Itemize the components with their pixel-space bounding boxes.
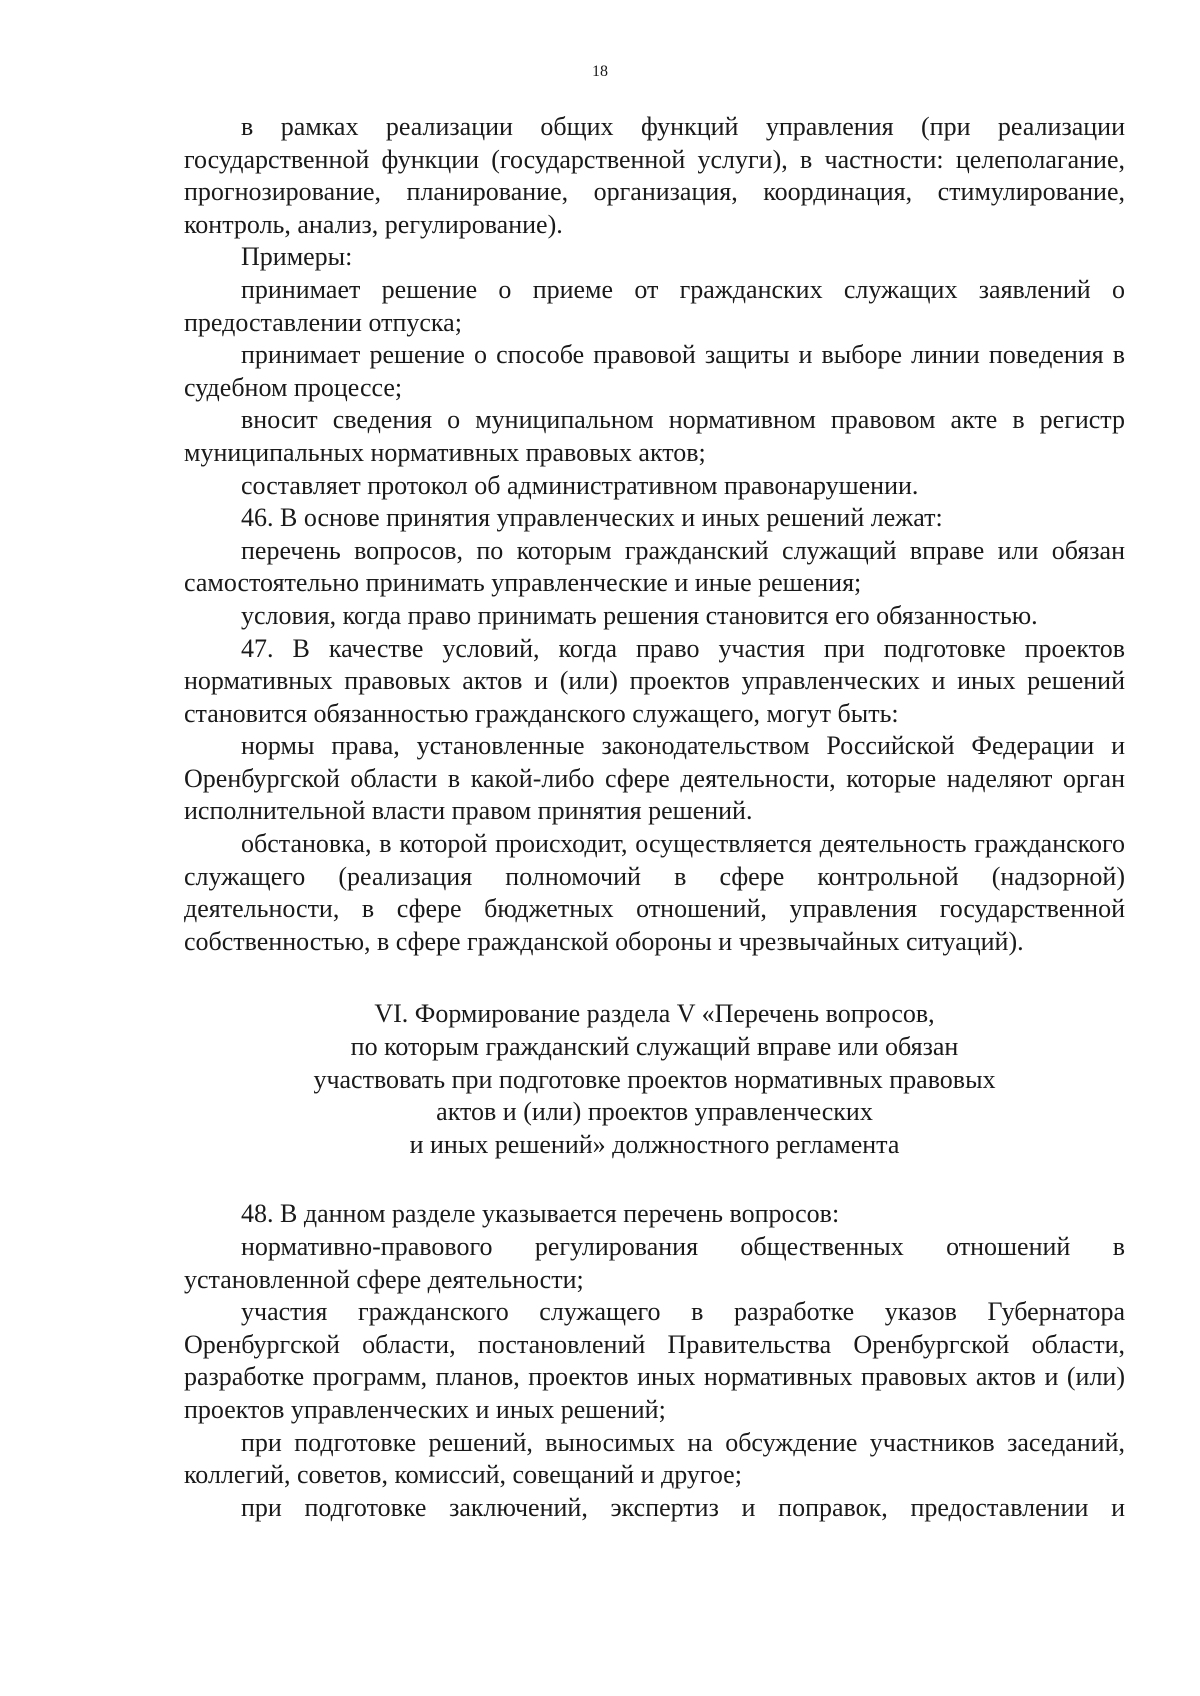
paragraph: при подготовке заключений, экспертиз и поправок, предоставлении и xyxy=(241,1492,1125,1522)
paragraph: участия гражданского служащего в разработке указов Губернатора Оренбургской области, постановлений Правительства Оренбургской области, разработке программ, планов, проектов иных нормативных правовых актов и (или) проектов управленческих и иных решений; xyxy=(184,1297,1125,1424)
paragraph: нормы права, установленные законодательством Российской Федерации и Оренбургской области в какой-либо сфере деятельности, которые наделяют орган исполнительной власти правом принятия решений. xyxy=(184,731,1125,826)
paragraph: Примеры: xyxy=(241,242,353,272)
paragraph: принимает решение о способе правовой защиты и выборе линии поведения в судебном процессе; xyxy=(184,340,1125,402)
paragraph: при подготовке решений, выносимых на обсуждение участников заседаний, коллегий, советов, комиссий, совещаний и другое; xyxy=(184,1427,1125,1490)
heading-line: участвовать при подготовке проектов нормативных правовых xyxy=(313,1064,996,1094)
heading-line: VI. Формирование раздела V «Перечень вопросов, xyxy=(374,999,935,1029)
paragraph: обстановка, в которой происходит, осуществляется деятельность гражданского служащего (реализация полномочий в сфере контрольной (надзорной) деятельности, в сфере бюджетных отношений, управления государственной собственностью, в сфере гражданской обороны и чрезвычайных ситуаций). xyxy=(184,829,1125,956)
paragraph: вносит сведения о муниципальном нормативном правовом акте в регистр муниципальных нормативных правовых актов; xyxy=(184,405,1125,467)
section-heading xyxy=(184,998,1125,1161)
page-number: 18 xyxy=(592,63,608,80)
heading-line: по которым гражданский служащий вправе или обязан xyxy=(350,1032,959,1062)
paragraph: перечень вопросов, по которым гражданский служащий вправе или обязан самостоятельно принимать управленческие и иные решения; xyxy=(184,535,1125,598)
paragraph: нормативно-правового регулирования общественных отношений в установленной сфере деятельности; xyxy=(184,1232,1125,1294)
paragraph: в рамках реализации общих функций управления (при реализации государственной функции (государственной услуги), в частности: целеполагание, прогнозирование, планирование, организация, координация, стимулирование, контроль, анализ, регулирование). xyxy=(184,112,1125,239)
paragraph: 47. В качестве условий, когда право участия при подготовке проектов нормативных правовых актов и (или) проектов управленческих и иных решений становится обязанностью гражданского служащего, могут быть: xyxy=(184,633,1125,728)
heading-line: и иных решений» должностного регламента xyxy=(409,1129,900,1159)
paragraph: условия, когда право принимать решения становится его обязанностью. xyxy=(241,600,1038,630)
paragraph: принимает решение о приеме от гражданских служащих заявлений о предоставлении отпуска; xyxy=(184,274,1125,337)
paragraph: 46. В основе принятия управленческих и иных решений лежат: xyxy=(241,503,943,533)
document-body xyxy=(184,111,1125,1524)
text-block-after-heading xyxy=(184,1198,1125,1524)
heading-line: актов и (или) проектов управленческих xyxy=(436,1097,873,1127)
paragraph: составляет протокол об административном правонарушении. xyxy=(241,470,919,500)
paragraph: 48. В данном разделе указывается перечень вопросов: xyxy=(241,1199,840,1229)
text-block-before-heading xyxy=(184,111,1125,958)
